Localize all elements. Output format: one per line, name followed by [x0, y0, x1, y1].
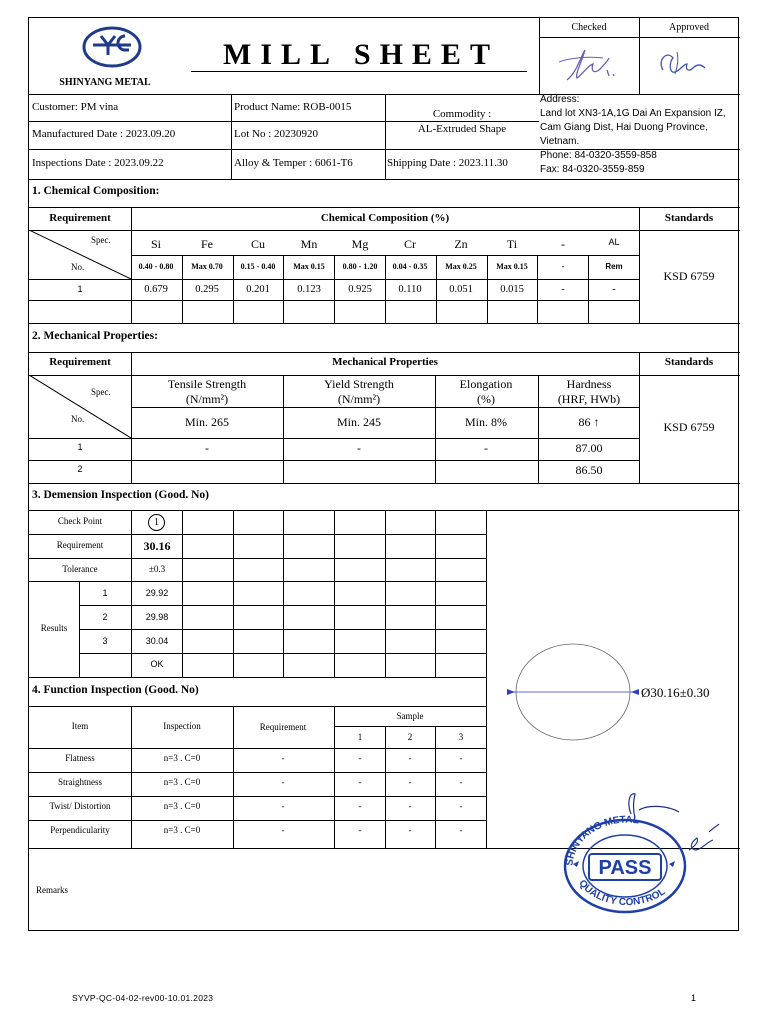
chem-element-1: Si	[150, 237, 162, 251]
mech-value-2-4: 86.50	[575, 463, 603, 477]
func-inspection-header: Inspection	[163, 721, 201, 731]
address-line-2: Cam Giang Dist, Hai Duong Province,	[540, 122, 708, 133]
result-value-2: 29.98	[145, 612, 169, 622]
func-sample-4-2: -	[408, 825, 412, 835]
chem-spec-7: Max 0.25	[445, 262, 477, 271]
chem-spec-9: -	[561, 262, 565, 271]
phone: Phone: 84-0320-3559-858	[540, 150, 657, 161]
mech-col-unit-3: (%)	[477, 392, 495, 406]
profile-drawing	[499, 640, 639, 750]
chem-value-7: 0.051	[449, 284, 473, 295]
product-name: Product Name: ROB-0015	[234, 101, 352, 113]
company-name: SHINYANG METAL	[59, 77, 151, 88]
approved-label: Approved	[669, 22, 709, 33]
checked-signature	[549, 40, 629, 88]
mech-requirement-header: Requirement	[49, 356, 111, 368]
chem-spec-2: Max 0.70	[191, 262, 223, 271]
mech-spec-diagonal	[29, 375, 131, 438]
approved-signature	[647, 42, 731, 86]
func-inspection-4: n=3 . C=0	[163, 825, 201, 835]
manufactured-date: Manufactured Date : 2023.09.20	[32, 128, 176, 140]
address-line-1: Land lot XN3-1A,1G Dai An Expansion IZ,	[540, 108, 726, 119]
chem-spec-1: 0.40 - 0.80	[138, 262, 174, 271]
commodity-value: AL-Extruded Shape	[417, 123, 507, 135]
func-sample-2-1: -	[358, 777, 362, 787]
result-no-2: 2	[102, 612, 108, 622]
chem-value-3: 0.201	[246, 284, 270, 295]
chem-row-no: 1	[77, 284, 83, 294]
func-sample-1-1: -	[358, 753, 362, 763]
chem-element-10: AL	[608, 237, 620, 247]
func-sample-3-2: -	[408, 801, 412, 811]
chem-standards-header: Standards	[664, 212, 714, 224]
chem-value-8: 0.015	[500, 284, 524, 295]
func-sample-1-2: -	[408, 753, 412, 763]
func-sample-3-3: -	[459, 801, 463, 811]
chem-value-1: 0.679	[144, 284, 168, 295]
mech-col-name-3: Elongation	[459, 377, 513, 391]
func-sample-2-2: -	[408, 777, 412, 787]
mill-sheet	[28, 17, 739, 931]
mech-properties-header: Mechanical Properties	[332, 356, 438, 368]
chem-element-7: Zn	[454, 237, 468, 251]
sample-num-3: 3	[458, 732, 464, 742]
func-requirement-4: -	[281, 825, 285, 835]
chem-value-9: -	[561, 284, 565, 295]
chem-spec-8: Max 0.15	[496, 262, 528, 271]
tolerance-value: ±0.3	[148, 564, 166, 574]
mech-col-name-4: Hardness	[566, 377, 612, 391]
chem-element-2: Fe	[201, 237, 213, 251]
stamp-bottom-text: QUALITY CONTROL	[576, 878, 668, 909]
check-point-marker: 1	[148, 514, 165, 531]
diameter-label: Ø30.16±0.30	[641, 685, 710, 700]
func-sample-4-1: -	[358, 825, 362, 835]
commodity-label: Commodity :	[432, 108, 492, 120]
tolerance-label: Tolerance	[62, 564, 98, 574]
result-value-3: 30.04	[145, 636, 169, 646]
func-requirement-1: -	[281, 753, 285, 763]
mech-col-name-1: Tensile Strength	[167, 377, 247, 391]
func-item-4: Perpendicularity	[50, 825, 110, 835]
chem-spec-6: 0.04 - 0.35	[392, 262, 428, 271]
func-requirement-header: Requirement	[259, 722, 307, 732]
company-logo	[81, 24, 143, 74]
chem-element-9: -	[561, 237, 565, 251]
mech-col-req-2: Min. 245	[336, 415, 382, 429]
chem-spec-10: Rem	[605, 262, 623, 271]
remarks-label: Remarks	[36, 885, 68, 895]
mech-col-req-3: Min. 8%	[465, 415, 507, 429]
mech-value-1-4: 87.00	[575, 441, 603, 455]
chem-element-6: Cr	[404, 237, 416, 251]
chem-no-label: No.	[71, 262, 85, 272]
document-code: SYVP-QC-04-02-rev00-10.01.2023	[72, 993, 214, 1003]
mech-section-title: 2. Mechanical Properties:	[32, 330, 158, 342]
chem-element-3: Cu	[250, 237, 266, 251]
func-inspection-3: n=3 . C=0	[163, 801, 201, 811]
func-item-1: Flatness	[65, 753, 95, 763]
mech-value-1-2: -	[357, 441, 361, 455]
requirement-label: Requirement	[56, 540, 104, 550]
func-item-3: Twist/ Distortion	[49, 801, 111, 811]
judgement: OK	[150, 659, 164, 669]
mech-row-no-1: 1	[77, 442, 83, 452]
chem-requirement-header: Requirement	[49, 212, 111, 224]
chem-element-4: Mn	[300, 237, 318, 251]
func-section-title: 4. Function Inspection (Good. No)	[32, 684, 199, 696]
mech-col-unit-2: (N/mm²)	[337, 392, 381, 406]
page-number: 1	[691, 993, 697, 1003]
mech-col-unit-1: (N/mm²)	[185, 392, 229, 406]
results-label: Results	[40, 623, 68, 633]
mech-col-req-1: Min. 265	[184, 415, 230, 429]
dim-section-title: 3. Demension Inspection (Good. No)	[32, 489, 209, 501]
mech-col-req-4: 86 ↑	[578, 415, 600, 429]
func-sample-3-1: -	[358, 801, 362, 811]
alloy-temper: Alloy & Temper : 6061-T6	[234, 157, 353, 169]
check-point-label: Check Point	[57, 516, 103, 526]
func-requirement-2: -	[281, 777, 285, 787]
page-title: MILL SHEET	[223, 38, 499, 71]
stamp-top-text: SHINYANG METAL	[564, 814, 640, 867]
func-sample-4-3: -	[459, 825, 463, 835]
chem-standard: KSD 6759	[663, 269, 715, 283]
chem-spec-5: 0.80 - 1.20	[342, 262, 378, 271]
fax: Fax: 84-0320-3559-859	[540, 164, 645, 175]
stamp-pass-text: PASS	[598, 857, 652, 879]
func-requirement-3: -	[281, 801, 285, 811]
chem-spec-label: Spec.	[91, 235, 111, 245]
func-sample-2-3: -	[459, 777, 463, 787]
chem-element-5: Mg	[351, 237, 369, 251]
mech-row-no-2: 2	[77, 464, 83, 474]
mech-col-name-2: Yield Strength	[324, 377, 394, 391]
customer: Customer: PM vina	[32, 101, 119, 113]
mech-no-label: No.	[71, 414, 85, 424]
chem-spec-4: Max 0.15	[293, 262, 325, 271]
mech-value-1-1: -	[205, 441, 209, 455]
result-value-1: 29.92	[145, 588, 169, 598]
address-label: Address:	[540, 94, 580, 105]
inspections-date: Inspections Date : 2023.09.22	[32, 157, 164, 169]
mech-value-1-3: -	[484, 441, 488, 455]
result-no-3: 3	[102, 636, 108, 646]
address-line-3: Vietnam.	[540, 136, 580, 147]
chem-section-title: 1. Chemical Composition:	[32, 185, 160, 197]
sample-num-1: 1	[357, 732, 363, 742]
chem-value-10: -	[612, 284, 616, 295]
qc-pass-stamp	[559, 784, 739, 924]
func-item-2: Straightness	[58, 777, 102, 787]
func-item-header: Item	[71, 721, 89, 731]
chem-value-2: 0.295	[195, 284, 219, 295]
func-sample-header: Sample	[396, 711, 424, 721]
mech-standard: KSD 6759	[663, 420, 715, 434]
shipping-date: Shipping Date : 2023.11.30	[387, 157, 508, 169]
mech-spec-label: Spec.	[91, 387, 111, 397]
mech-col-unit-4: (HRF, HWb)	[557, 392, 621, 406]
chem-spec-3: 0.15 - 0.40	[240, 262, 276, 271]
requirement-value: 30.16	[143, 539, 171, 553]
sample-num-2: 2	[407, 732, 413, 742]
chem-composition-header: Chemical Composition (%)	[320, 212, 450, 224]
chem-value-5: 0.925	[348, 284, 372, 295]
checked-label: Checked	[571, 22, 607, 33]
func-inspection-2: n=3 . C=0	[163, 777, 201, 787]
lot-number: Lot No : 20230920	[234, 128, 319, 140]
chem-value-4: 0.123	[297, 284, 321, 295]
mech-standards-header: Standards	[664, 356, 714, 368]
result-no-1: 1	[102, 588, 108, 598]
func-inspection-1: n=3 . C=0	[163, 753, 201, 763]
chem-value-6: 0.110	[398, 284, 422, 295]
chem-element-8: Ti	[506, 237, 518, 251]
func-sample-1-3: -	[459, 753, 463, 763]
